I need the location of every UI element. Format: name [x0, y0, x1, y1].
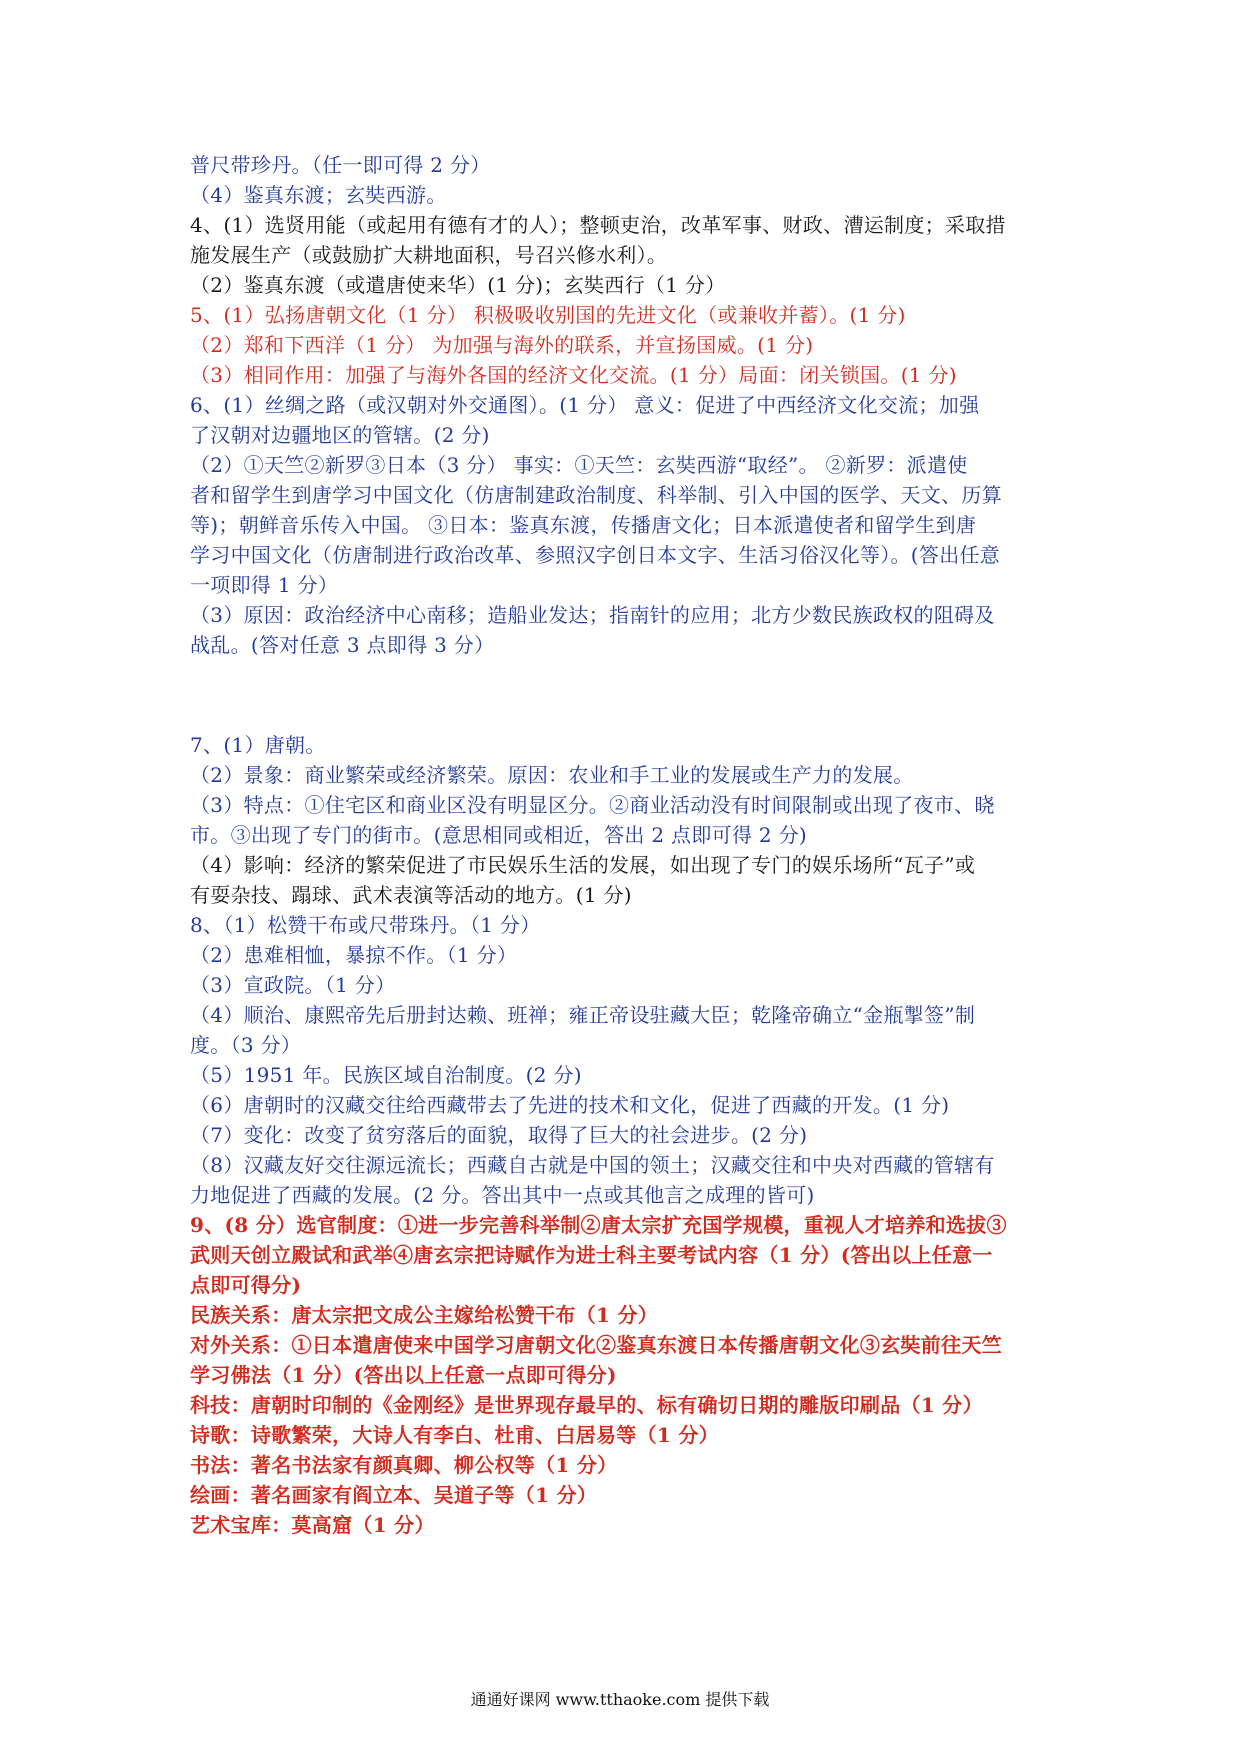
text-line: （3）宣政院。（1 分）: [190, 973, 396, 997]
text-line: （3）特点：①住宅区和商业区没有明显区分。②商业活动没有时间限制或出现了夜市、晓: [190, 793, 995, 817]
blank-line: [190, 680, 1070, 710]
text-line: 书法：著名书法家有颜真卿、柳公权等（1 分）: [190, 1453, 618, 1477]
text-line: （3）原因：政治经济中心南移；造船业发达；指南针的应用；北方少数民族政权的阻碍及: [190, 603, 995, 627]
text-line: 施发展生产（或鼓励扩大耕地面积，号召兴修水利）。: [190, 243, 668, 267]
text-line: 普尺带珍丹。（任一即可得 2 分）: [190, 153, 491, 177]
text-line: 民族关系：唐太宗把文成公主嫁给松赞干布（1 分）: [190, 1303, 659, 1327]
text-line: 科技：唐朝时印制的《金刚经》是世界现存最早的、标有确切日期的雕版印刷品（1 分）: [190, 1393, 983, 1417]
text-line: （6）唐朝时的汉藏交往给西藏带去了先进的技术和文化，促进了西藏的开发。(1 分): [190, 1093, 950, 1117]
text-line: （2）①天竺②新罗③日本（3 分） 事实：①天竺：玄奘西游“取经”。 ②新罗：派遣使: [190, 453, 968, 477]
text-line: 绘画：著名画家有阎立本、吴道子等（1 分）: [190, 1483, 598, 1507]
text-line: （2）鉴真东渡（或遣唐使来华）(1 分)；玄奘西行（1 分）: [190, 273, 726, 297]
text-line: （4）顺治、康熙帝先后册封达赖、班禅；雍正帝设驻藏大臣；乾隆帝确立“金瓶掣签”制: [190, 1003, 976, 1027]
text-line: 8、（1）松赞干布或尺带珠丹。（1 分）: [190, 913, 541, 937]
text-line: （7）变化：改变了贫穷落后的面貌，取得了巨大的社会进步。(2 分): [190, 1123, 808, 1147]
text-line: 市。③出现了专门的街市。(意思相同或相近，答出 2 点即可得 2 分): [190, 823, 807, 847]
text-line: 等)；朝鲜音乐传入中国。 ③日本：鉴真东渡，传播唐文化；日本派遣使者和留学生到唐: [190, 513, 977, 537]
text-line: 诗歌：诗歌繁荣，大诗人有李白、杜甫、白居易等（1 分）: [190, 1423, 719, 1447]
text-line: 者和留学生到唐学习中国文化（仿唐制建政治制度、科举制、引入中国的医学、天文、历算: [190, 483, 1002, 507]
text-line: （2）郑和下西洋（1 分） 为加强与海外的联系，并宣扬国威。(1 分): [190, 333, 814, 357]
text-line: 力地促进了西藏的发展。(2 分。答出其中一点或其他言之成理的皆可): [190, 1183, 815, 1207]
text-line: 6、(1）丝绸之路（或汉朝对外交通图）。(1 分） 意义：促进了中西经济文化交流；加强: [190, 393, 980, 417]
text-line: 学习中国文化（仿唐制进行政治改革、参照汉字创日本文字、生活习俗汉化等）。(答出任意: [190, 543, 1001, 567]
text-line: 一项即得 1 分）: [190, 573, 339, 597]
text-line: 4、(1）选贤用能（或起用有德有才的人）；整顿吏治，改革军事、财政、漕运制度；采取措: [190, 213, 1006, 237]
text-line: 武则天创立殿试和武举④唐玄宗把诗赋作为进士科主要考试内容（1 分）(答出以上任意一: [190, 1243, 993, 1267]
text-line: 学习佛法（1 分）(答出以上任意一点即可得分): [190, 1363, 617, 1387]
text-line: 点即可得分): [190, 1273, 302, 1297]
text-line: 了汉朝对边疆地区的管辖。(2 分): [190, 423, 490, 447]
text-line: 艺术宝库：莫高窟（1 分）: [190, 1513, 435, 1537]
text-line: （2）患难相恤，暴掠不作。（1 分）: [190, 943, 518, 967]
text-line: （8）汉藏友好交往源远流长；西藏自古就是中国的领土；汉藏交往和中央对西藏的管辖有: [190, 1153, 995, 1177]
text-line: 战乱。(答对任意 3 点即得 3 分）: [190, 633, 495, 657]
text-line: （4）鉴真东渡；玄奘西游。: [190, 183, 447, 207]
text-line: （4）影响：经济的繁荣促进了市民娱乐生活的发展，如出现了专门的娱乐场所“瓦子”或: [190, 853, 976, 877]
text-line: （3）相同作用：加强了与海外各国的经济文化交流。(1 分）局面：闭关锁国。(1 分): [190, 363, 957, 387]
text-line: 对外关系：①日本遣唐使来中国学习唐朝文化②鉴真东渡日本传播唐朝文化③玄奘前往天竺: [190, 1333, 1002, 1357]
document-body: [190, 150, 1070, 1540]
text-line: 度。（3 分）: [190, 1033, 302, 1057]
text-line: 7、(1）唐朝。: [190, 733, 326, 757]
text-line: 9、(8 分）选官制度：①进一步完善科举制②唐太宗扩充国学规模，重视人才培养和选拔③: [190, 1213, 1007, 1237]
text-line: （5）1951 年。民族区域自治制度。(2 分): [190, 1063, 582, 1087]
page-footer: 通通好课网 www.tthaoke.com 提供下载: [470, 1690, 770, 1709]
text-line: （2）景象：商业繁荣或经济繁荣。原因：农业和手工业的发展或生产力的发展。: [190, 763, 914, 787]
text-line: 5、(1）弘扬唐朝文化（1 分） 积极吸收别国的先进文化（或兼收并蓄）。(1 分): [190, 303, 906, 327]
text-line: 有耍杂技、蹋球、武术表演等活动的地方。(1 分): [190, 883, 632, 907]
